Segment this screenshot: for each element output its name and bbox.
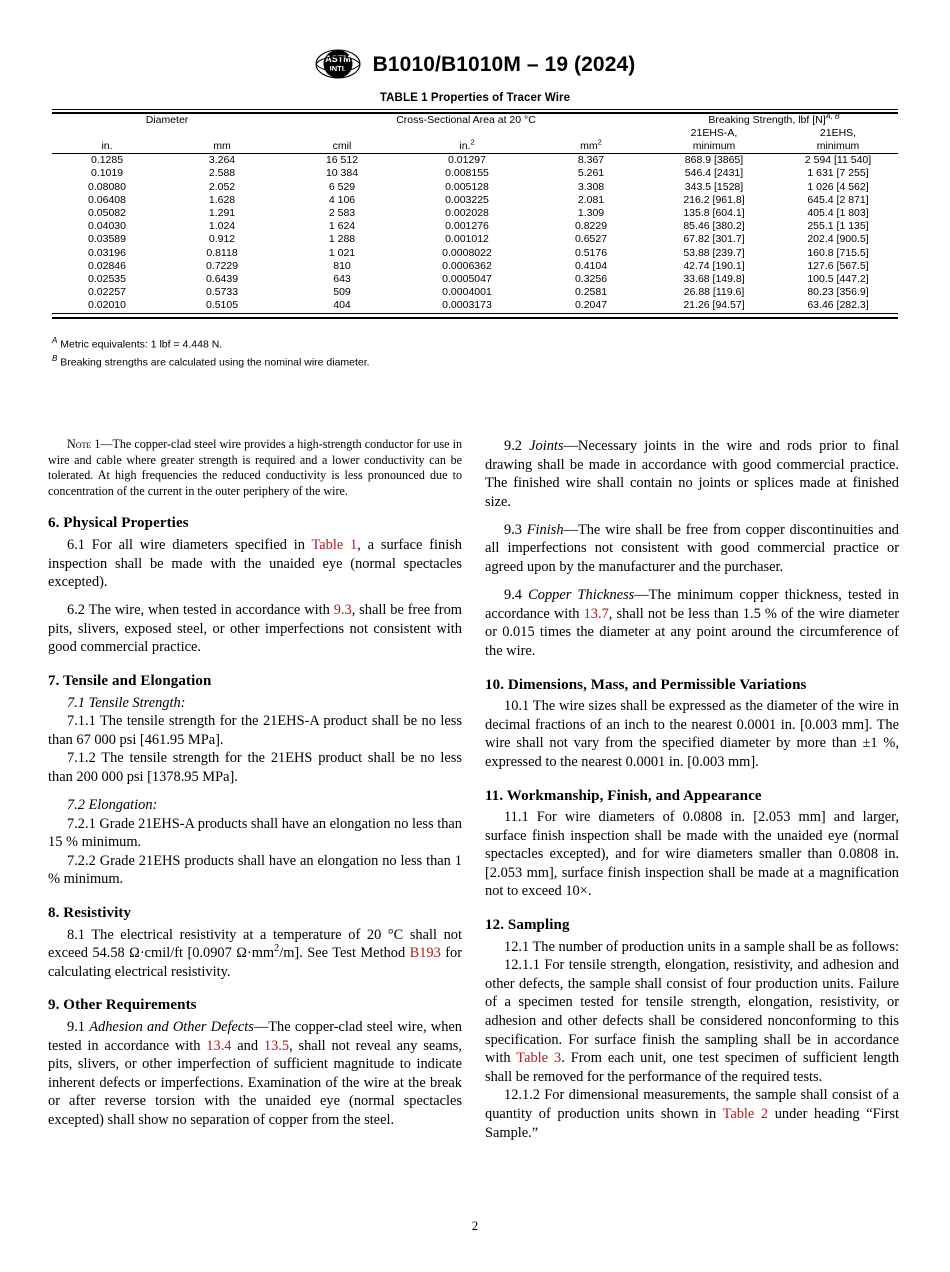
section-heading-12: 12. Sampling xyxy=(485,917,570,934)
cell-diameter-in: 0.02010 xyxy=(88,299,126,312)
cell-breaking-21ehs-a: 26.88 [119.6] xyxy=(683,286,745,299)
cell-breaking-21ehs-a: 135.8 [604.1] xyxy=(683,206,745,219)
cell-breaking-21ehs: 405.4 [1 803] xyxy=(807,206,869,219)
cell-breaking-21ehs-a: 343.5 [1528] xyxy=(684,180,744,193)
paragraph-8-1: 8.1 The electrical resistivity at a temperature of 20 °C shall not exceed 54.58 Ω·cmil/ft [0.0907 $\Omega\cdot mm^2/m$]. See Test Method B193 for calculating electrical resistivity. xyxy=(48,926,462,980)
group-header-cross-sectional-area: Cross-Sectional Area at 20 °C xyxy=(396,113,536,126)
table-1-properties-of-tracer-wire xyxy=(52,109,898,319)
cell-area-mm2: 0.3256 xyxy=(574,272,608,285)
table-row xyxy=(52,299,898,313)
cell-breaking-21ehs-a: 85.46 [380.2] xyxy=(683,220,745,233)
cell-breaking-21ehs-a: 53.88 [239.7] xyxy=(683,246,745,259)
cell-area-mm2: 0.5176 xyxy=(574,246,608,259)
section-heading-11: 11. Workmanship, Finish, and Appearance xyxy=(485,787,762,804)
table-row xyxy=(52,220,898,233)
section-heading-10: 10. Dimensions, Mass, and Permissible Variations xyxy=(485,676,807,693)
cell-area-cmil: 643 xyxy=(333,272,351,285)
cell-area-cmil: 810 xyxy=(333,259,351,272)
section-heading-7: 7. Tensile and Elongation xyxy=(48,673,212,690)
cell-area-cmil: 2 583 xyxy=(328,206,356,219)
cell-area-mm2: 0.2581 xyxy=(574,286,608,299)
cell-diameter-in: 0.03196 xyxy=(88,246,126,259)
ref-table-1[interactable]: Table 1 xyxy=(311,536,358,553)
cell-diameter-mm: 0.5105 xyxy=(205,299,239,312)
paragraph-12-1-1: 12.1.1 For tensile strength, elongation, resistivity, and adhesion and other defects, the sample shall consist of four production units. Failure of a specimen tested for tensile strength, elongation, resistivity, or adhesion and other defects shall be considered nonconforming to this specification. For surface finish the sampling shall be in accordance with Table 3. From each unit, one test specimen of sufficient length shall be removed for the performance of the required tests. xyxy=(485,957,900,1085)
unit-header-mm: mm xyxy=(213,139,231,152)
cell-area-in2: 0.001012 xyxy=(445,233,489,246)
paragraph-10-1: 10.1 The wire sizes shall be expressed as the diameter of the wire in decimal fractions of an inch to the nearest 0.0001 in. [0.003 mm]. The wire shall not vary from the specified diameter by more than ±1 %, expressed to the nearest 0.0001 in. [0.003 mm]. xyxy=(485,698,899,770)
cell-diameter-mm: 2.588 xyxy=(208,167,236,180)
table-footnote-b: $^B$ Breaking strengths are calculated using the nominal wire diameter. xyxy=(52,354,370,369)
table-row xyxy=(52,154,898,168)
body-column-left xyxy=(48,437,462,1130)
table-row xyxy=(52,273,898,286)
cell-breaking-21ehs-a: 868.9 [3865] xyxy=(684,154,744,167)
cell-diameter-in: 0.02257 xyxy=(88,286,126,299)
cell-breaking-21ehs: 80.23 [356.9] xyxy=(807,286,869,299)
body-column-right xyxy=(485,437,899,1142)
ref-13-5[interactable]: 13.5 xyxy=(263,1037,290,1054)
cell-diameter-mm: 0.6439 xyxy=(205,272,239,285)
cell-area-mm2: 5.261 xyxy=(577,167,605,180)
cell-diameter-in: 0.02535 xyxy=(88,272,126,285)
cell-breaking-21ehs-a: 546.4 [2431] xyxy=(684,167,744,180)
cell-area-cmil: 1 021 xyxy=(328,246,356,259)
cell-diameter-in: 0.08080 xyxy=(88,180,126,193)
cell-area-cmil: 6 529 xyxy=(328,180,356,193)
svg-text:INTL: INTL xyxy=(329,64,346,73)
table-group-header-row xyxy=(52,113,898,127)
unit-header-in2: in.$^2$ xyxy=(459,137,475,152)
paragraph-7-2-2: 7.2.2 Grade 21EHS products shall have an elongation no less than 1 % minimum. xyxy=(48,852,462,888)
ref-table-3[interactable]: Table 3 xyxy=(516,1050,562,1067)
note-1: Note 1—The copper-clad steel wire provides a high-strength conductor for use in wire and cable where greater strength is required and a lower conductivity can be tolerated. At high frequencies the reduced conductivity is less pronounced due to concentration of the current in the outer periphery of the wire. xyxy=(48,437,462,498)
cell-diameter-mm: 0.8118 xyxy=(206,246,238,259)
cell-area-cmil: 1 288 xyxy=(328,233,356,246)
group-header-footnote-marks: A, B xyxy=(825,111,840,120)
cell-breaking-21ehs: 1 631 [7 255] xyxy=(807,167,869,180)
cell-area-in2: 0.002028 xyxy=(445,206,489,219)
cell-breaking-21ehs: 160.8 [715.5] xyxy=(807,246,869,259)
unit-header-cmil: cmil xyxy=(332,139,352,152)
cell-breaking-21ehs: 127.6 [567.5] xyxy=(807,259,869,272)
cell-area-mm2: 0.2047 xyxy=(574,299,608,312)
cell-diameter-mm: 1.628 xyxy=(208,193,236,206)
cell-diameter-mm: 0.7229 xyxy=(205,259,239,272)
cell-breaking-21ehs-a: 33.68 [149.8] xyxy=(683,272,745,285)
table-1-caption: TABLE 1 Properties of Tracer Wire xyxy=(379,92,571,104)
cell-breaking-21ehs: 202.4 [900.5] xyxy=(807,233,869,246)
cell-breaking-21ehs: 1 026 [4 562] xyxy=(807,180,869,193)
ref-9-3[interactable]: 9.3 xyxy=(333,602,352,619)
cell-area-cmil: 4 106 xyxy=(328,193,356,206)
paragraph-12-1: 12.1 The number of production units in a sample shall be as follows: xyxy=(504,938,900,955)
cell-area-in2: 0.0006362 xyxy=(442,259,492,272)
table-row xyxy=(52,194,898,207)
cell-area-mm2: 0.6527 xyxy=(574,233,608,246)
cell-area-cmil: 10 384 xyxy=(325,167,359,180)
section-heading-9: 9. Other Requirements xyxy=(48,997,197,1014)
unit-header-in: in. xyxy=(101,139,113,152)
table-row xyxy=(52,286,898,299)
paragraph-7-1-1: 7.1.1 The tensile strength for the 21EHS-A product shall be no less than 67 000 psi [461.95 MPa]. xyxy=(48,713,462,748)
paragraph-7-2: 7.2 Elongation: xyxy=(67,797,158,814)
document-designation: B1010/B1010M – 19 (2024) xyxy=(372,53,636,76)
cell-breaking-21ehs: 100.5 [447.2] xyxy=(807,272,869,285)
cell-diameter-mm: 0.912 xyxy=(208,233,236,246)
paragraph-11-1: 11.1 For wire diameters of 0.0808 in. [2.053 mm] and larger, surface finish inspection shall be made with the unaided eye (normal spectacles excepted), and for wire diameters smaller than 0.0808 in. [2.053 mm], surface finish inspection shall be made at a magnification not to exceed 10×. xyxy=(485,809,899,900)
cell-breaking-21ehs-a: 67.82 [301.7] xyxy=(683,233,745,246)
group-header-breaking-strength: Breaking Strength, lbf $[N]^{A, B}$ xyxy=(708,111,840,126)
table-body xyxy=(52,154,898,318)
cell-area-mm2: 8.367 xyxy=(577,154,605,167)
cell-breaking-21ehs: 645.4 [2 871] xyxy=(807,193,869,206)
cell-area-mm2: 1.309 xyxy=(577,206,605,219)
cell-area-in2: 0.003225 xyxy=(445,193,489,206)
cell-diameter-in: 0.1285 xyxy=(90,154,124,167)
cell-area-in2: 0.0004001 xyxy=(442,286,492,299)
table-subheader-row-1 xyxy=(52,127,898,140)
cell-area-in2: 0.008155 xyxy=(445,167,489,180)
cell-area-in2: 0.0005047 xyxy=(442,272,492,285)
paragraph-9-2: 9.2 Joints—Necessary joints in the wire and rods prior to final drawing shall be made in accordance with good commercial practice. The finished wire shall contain no joints or splices made at finished size. xyxy=(485,438,899,510)
cell-area-in2: 0.0003173 xyxy=(442,299,492,312)
cell-area-cmil: 1 624 xyxy=(328,220,356,233)
cell-diameter-in: 0.05082 xyxy=(88,206,126,219)
cell-diameter-in: 0.03589 xyxy=(88,233,126,246)
table-bottom-rule xyxy=(52,313,898,318)
svg-text:ASTM: ASTM xyxy=(324,54,351,64)
cell-area-in2: 0.001276 xyxy=(445,220,489,233)
cell-area-mm2: 0.8229 xyxy=(574,220,608,233)
table-1-container xyxy=(52,92,898,319)
cell-diameter-mm: 1.291 xyxy=(208,206,236,219)
subheader-21ehs: 21EHS, xyxy=(819,126,857,139)
paragraph-12-1-2: 12.1.2 For dimensional measurements, the sample shall consist of a quantity of production units shown in Table 2 under heading “First Sample.” xyxy=(485,1087,899,1141)
cell-diameter-in: 0.1019 xyxy=(90,167,124,180)
cell-area-mm2: 0.4104 xyxy=(574,259,608,272)
cell-area-in2: 0.0008022 xyxy=(442,246,492,259)
cell-diameter-mm: 1.024 xyxy=(208,220,236,233)
paragraph-7-2-1: 7.2.1 Grade 21EHS-A products shall have an elongation no less than 15 % minimum. xyxy=(48,815,462,851)
unit-header-minimum-a: minimum xyxy=(692,139,736,152)
cell-breaking-21ehs: 255.1 [1 135] xyxy=(807,220,869,233)
cell-area-cmil: 16 512 xyxy=(325,154,359,167)
page-number: 2 xyxy=(471,1218,479,1233)
section-heading-6: 6. Physical Properties xyxy=(48,515,189,532)
cell-diameter-in: 0.04030 xyxy=(88,220,126,233)
cell-diameter-mm: 3.264 xyxy=(208,154,236,167)
section-heading-8: 8. Resistivity xyxy=(48,905,132,922)
note-1-text: The copper-clad steel wire provides a high-strength conductor for use in wire and cable where greater strength is required and a lower conductivity can be tolerated. At high frequencies the reduced conductivity is less pronounced due to concentration of the current in the outer periphery of the wire. xyxy=(48,437,462,498)
paragraph-6-1: 6.1 For all wire diameters specified in Table 1, a surface finish inspection shall be made with the unaided eye (normal spectacles excepted). xyxy=(48,536,462,591)
cell-diameter-in: 0.02846 xyxy=(88,259,126,272)
table-footnote-a: $^A$ Metric equivalents: 1 lbf = 4.448 N. xyxy=(52,336,223,351)
subheader-21ehs-a: 21EHS-A, xyxy=(690,126,738,139)
paragraph-9-3: 9.3 Finish—The wire shall be free from copper discontinuities and all imperfections not consistent with good commercial practice or agreed upon by the manufacturer and the purchaser. xyxy=(485,521,899,576)
cell-area-in2: 0.01297 xyxy=(448,154,486,167)
table-row xyxy=(52,247,898,260)
paragraph-9-4: 9.4 Copper Thickness—The minimum copper thickness, tested in accordance with 13.7, shall not be less than 1.5 % of the wire diameter or 0.015 times the diameter at any point around the circumference of the wire. xyxy=(485,587,900,659)
table-row xyxy=(52,260,898,273)
table-row xyxy=(52,233,898,246)
cell-diameter-mm: 0.5733 xyxy=(205,286,239,299)
ref-13-7[interactable]: 13.7 xyxy=(583,605,609,622)
table-row xyxy=(52,207,898,220)
table-footnotes xyxy=(52,334,552,370)
paragraph-9-1: 9.1 Adhesion and Other Defects—The copper-clad steel wire, when tested in accordance with 13.4 and 13.5, shall not reveal any seams, pits, slivers, or other imperfection of sufficient magnitude to indicate inherent defects or imperfections. Examination of the wire at the break or after reverse torsion with the unaided eye (normal spectacles excepted) shall show no separation of copper from the steel. xyxy=(48,1019,462,1128)
ref-13-4[interactable]: 13.4 xyxy=(206,1037,232,1054)
cell-breaking-21ehs-a: 42.74 [190.1] xyxy=(683,259,745,272)
cell-diameter-in: 0.06408 xyxy=(88,193,126,206)
unit-header-minimum-b: minimum xyxy=(816,139,860,152)
cell-diameter-mm: 2.052 xyxy=(208,180,236,193)
table-row xyxy=(52,167,898,180)
table-row xyxy=(52,181,898,194)
ref-b193[interactable]: B193 xyxy=(409,945,441,962)
paragraph-7-1-2: 7.1.2 The tensile strength for the 21EHS product shall be no less than 200 000 psi [1378.95 MPa]. xyxy=(48,750,462,785)
cell-area-in2: 0.005128 xyxy=(445,180,489,193)
astm-logo-icon xyxy=(315,49,361,79)
document-header xyxy=(0,50,950,80)
table-unit-header-row xyxy=(52,140,898,153)
paragraph-6-2: 6.2 The wire, when tested in accordance with 9.3, shall be free from pits, slivers, exposed steel, or other imperfections not consistent with good commercial practice. xyxy=(48,602,462,656)
unit-header-mm2: $mm^2$ xyxy=(580,137,602,152)
cell-breaking-21ehs: 2 594 [11 540] xyxy=(804,154,872,167)
cell-area-mm2: 3.308 xyxy=(577,180,605,193)
cell-area-cmil: 404 xyxy=(333,299,351,312)
cell-area-cmil: 509 xyxy=(333,286,351,299)
cell-area-mm2: 2.081 xyxy=(577,193,605,206)
cell-breaking-21ehs-a: 21.26 [94.57] xyxy=(683,299,745,312)
paragraph-7-1: 7.1 Tensile Strength: xyxy=(67,694,186,711)
cell-breaking-21ehs: 63.46 [282.3] xyxy=(807,299,869,312)
group-header-diameter: Diameter xyxy=(145,113,189,126)
ref-table-2[interactable]: Table 2 xyxy=(722,1106,769,1122)
note-1-label: Note 1 xyxy=(67,437,101,451)
cell-breaking-21ehs-a: 216.2 [961.8] xyxy=(683,193,745,206)
